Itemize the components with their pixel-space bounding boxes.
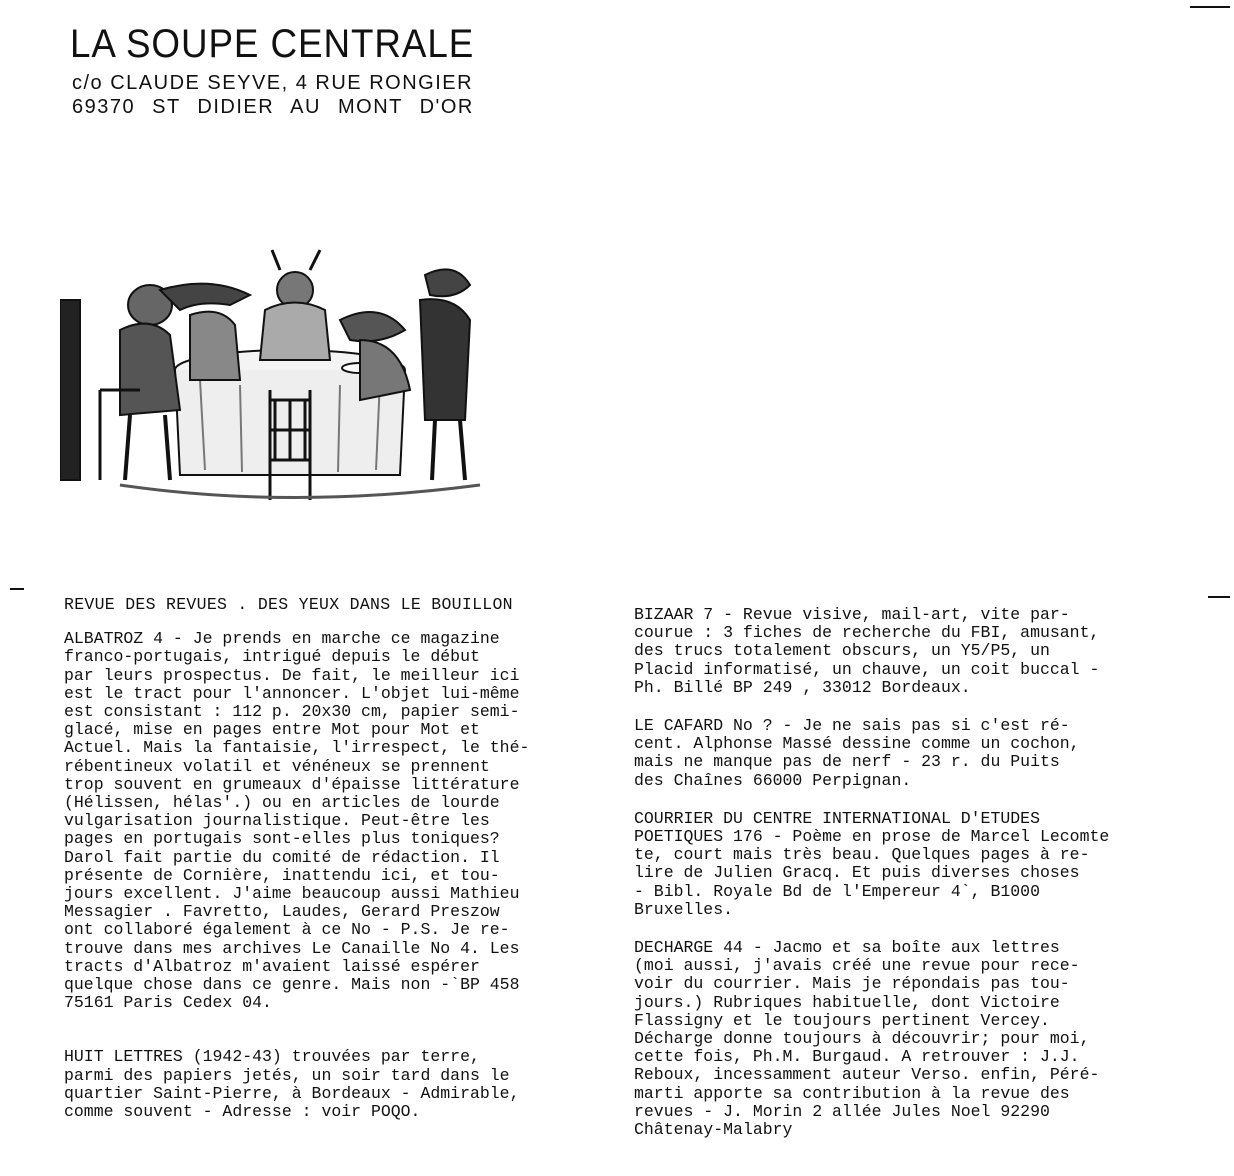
crop-mark-right [1208,596,1230,598]
address-line-1: c/o CLAUDE SEYVE, 4 RUE RONGIER [72,72,474,94]
right-column [634,606,1174,1139]
review-huit-lettres: HUIT LETTRES (1942-43) trouvées par terre, parmi des papiers jetés, un soir tard dans le quartier Saint-Pierre, à Bordeaux - Admirable, comme souvent - Adresse : voir POQO. [64,1047,520,1122]
review-albatroz: ALBATROZ 4 - Je prends en marche ce magazine franco-portugais, intrigué depuis le début par leurs prospectus. De fait, le meilleur ici est le tract pour l'annoncer. L'objet lui-même est consistant : 112 p. 20x30 cm, papier semi- glacé, mise en pages entre Mot pour Mot et Actuel. Mais la fantaisie, l'irrespect, le thé- rébentineux volatil et vénéneux se prennent trop souvent en grumeaux d'épaisse littérature (Hélissen, hélas'.) ou en articles de lourde vulgarisation journalistique. Peut-être les pages en portugais sont-elles plus toniques? Darol fait partie du comité de rédaction. Il présente de Cornière, inattendu ici, et tou- jours excellent. J'aime beaucoup aussi Mathieu Messagier . Favretto, Laudes, Gerard Preszow ont collaboré également à ce No - P.S. Je re- trouve dans mes archives Le Canaille No 4. Les tracts d'Albatroz m'avaient laissé espérer quelque chose dans ce genre. Mais non -`BP 458 75161 Paris Cedex 04. [64,629,530,1013]
section-heading: REVUE DES REVUES . DES YEUX DANS LE BOUILLON [64,595,513,614]
crop-mark-left [10,588,24,590]
animal-diners-illustration-icon [60,240,500,505]
review-le-cafard: LE CAFARD No ? - Je ne sais pas si c'est ré- cent. Alphonse Massé dessine comme un cochon, mais ne manque pas de nerf - 23 r. du Puits des Chaînes 66000 Perpignan. [634,716,1080,790]
crop-mark-top-right [1190,6,1230,8]
address-line-2: 69370 ST DIDIER AU MONT D'OR [72,96,474,118]
masthead-title: LA SOUPE CENTRALE [70,22,475,66]
left-column [64,596,594,1121]
review-decharge: DECHARGE 44 - Jacmo et sa boîte aux lettres (moi aussi, j'avais créé une revue pour rece- voir du courrier. Mais je répondais pas tou- jours.) Rubriques habituelle, dont Victoire Flassigny et le toujours pertinent Vercey. Décharge donne toujours à découvrir; pour moi, cette fois, Ph.M. Burgaud. A retrouver : J.J. Reboux, incessamment auteur Verso. enfin, Péré- marti apporte sa contribution à la revue des revues - J. Morin 2 allée Jules Noel 92290 Châtenay-Malabry [634,938,1100,1140]
review-bizaar: BIZAAR 7 - Revue visive, mail-art, vite par- courue : 3 fiches de recherche du FBI, amusant, des trucs totalement obscurs, un Y5/P5, un Placid informatisé, un chauve, un coit buccal - Ph. Billé BP 249 , 33012 Bordeaux. [634,605,1100,697]
review-courrier: COURRIER DU CENTRE INTERNATIONAL D'ETUDES POETIQUES 176 - Poème en prose de Marcel Lecomte te, court mais très beau. Quelques pages à re- lire de Julien Gracq. Et puis diverses choses - Bibl. Royale Bd de l'Empereur 4`, B1000 Bruxelles. [634,808,1110,919]
